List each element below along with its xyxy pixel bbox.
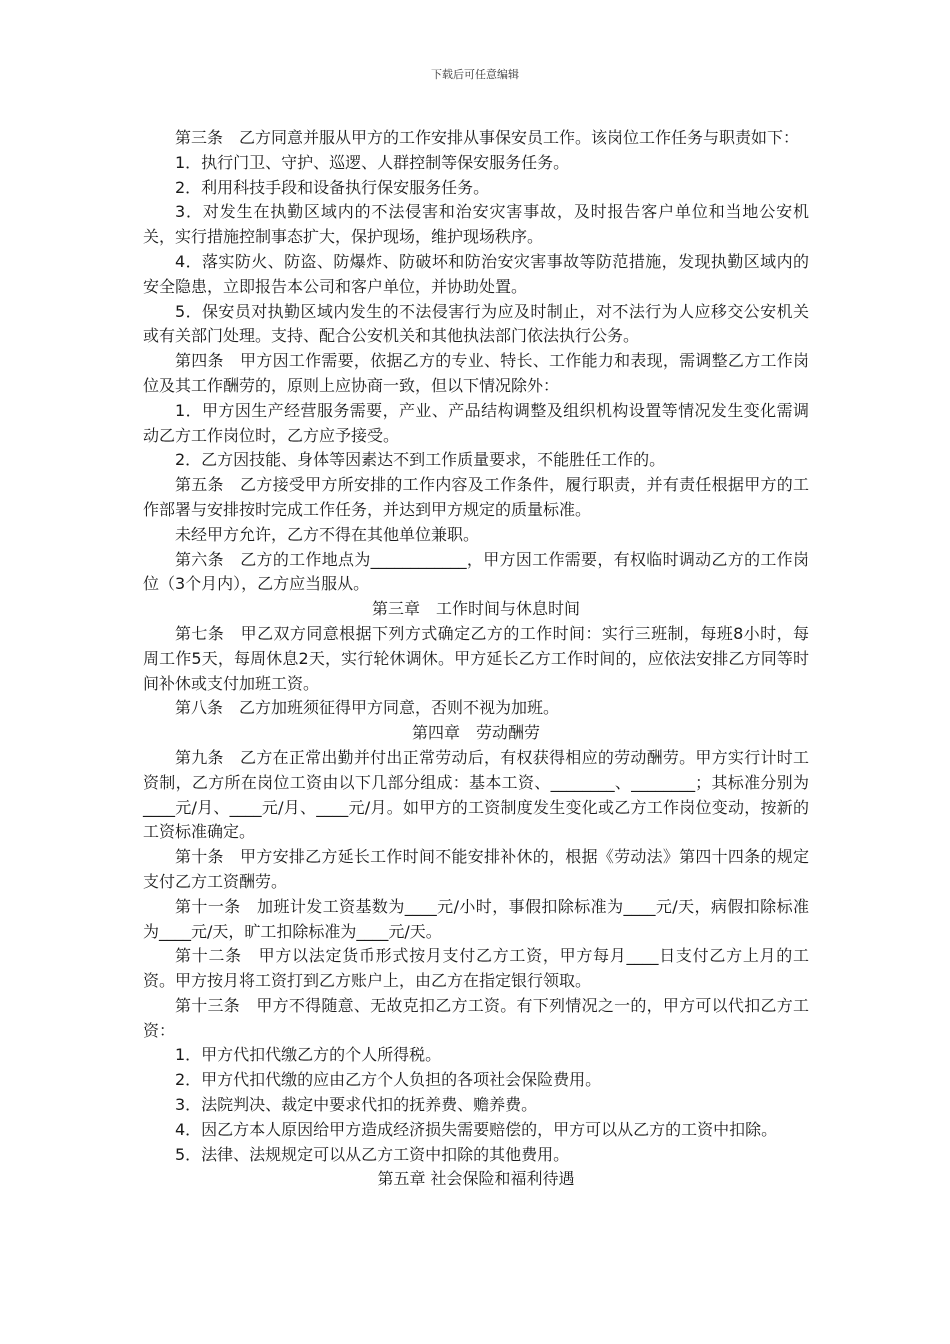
chapter-4-heading: 第四章 劳动酬劳 [411, 723, 540, 743]
article-6: 第六条 乙方的工作地点为____________，甲方因工作需要，有权临时调动乙方的工作岗位（3个月内），乙方应当服从。 [143, 549, 809, 594]
chapter-5-heading: 第五章 社会保险和福利待遇 [377, 1169, 575, 1189]
article-13-item-5: 5．法律、法规规定可以从乙方工资中扣除的其他费用。 [175, 1144, 570, 1164]
article-13-item-1: 1．甲方代扣代缴乙方的个人所得税。 [175, 1045, 442, 1065]
article-3-item-3: 3．对发生在执勤区域内的不法侵害和治安灾害事故，及时报告客户单位和当地公安机关，实行措施控制事态扩大，保护现场，维护现场秩序。 [143, 202, 809, 247]
article-13: 第十三条 甲方不得随意、无故克扣乙方工资。有下列情况之一的，甲方可以代扣乙方工资： [143, 995, 809, 1040]
document-body [143, 126, 809, 1192]
article-13-item-3: 3．法院判决、裁定中要求代扣的抚养费、赡养费。 [175, 1095, 538, 1115]
article-8: 第八条 乙方加班须征得甲方同意，否则不视为加班。 [175, 698, 560, 718]
article-3-item-4: 4．落实防火、防盗、防爆炸、防破坏和防治安灾害事故等防范措施，发现执勤区域内的安全隐患，立即报告本公司和客户单位，并协助处置。 [143, 251, 809, 296]
article-13-item-4: 4．因乙方本人原因给甲方造成经济损失需要赔偿的，甲方可以从乙方的工资中扣除。 [175, 1119, 778, 1139]
article-5-note: 未经甲方允许，乙方不得在其他单位兼职。 [175, 524, 480, 544]
page-header-note: 下载后可任意编辑 [431, 68, 519, 81]
article-4-item-2: 2．乙方因技能、身体等因素达不到工作质量要求，不能胜任工作的。 [175, 450, 666, 470]
article-13-item-2: 2．甲方代扣代缴的应由乙方个人负担的各项社会保险费用。 [175, 1070, 602, 1090]
article-3: 第三条 乙方同意并服从甲方的工作安排从事保安员工作。该岗位工作任务与职责如下： [175, 128, 800, 147]
article-10: 第十条 甲方安排乙方延长工作时间不能安排补休的，根据《劳动法》第四十四条的规定支付乙方工资酬劳。 [143, 847, 809, 891]
article-7: 第七条 甲乙双方同意根据下列方式确定乙方的工作时间：实行三班制，每班8小时，每周工作5天，每周休息2天，实行轮休调休。甲方延长乙方工作时间的，应依法安排乙方同等时间补休或支付加班工资。 [143, 623, 809, 693]
article-4: 第四条 甲方因工作需要，依据乙方的专业、特长、工作能力和表现，需调整乙方工作岗位及其工作酬劳的，原则上应协商一致，但以下情况除外： [143, 351, 809, 395]
article-5: 第五条 乙方接受甲方所安排的工作内容及工作条件，履行职责，并有责任根据甲方的工作部署与安排按时完成工作任务，并达到甲方规定的质量标准。 [143, 475, 809, 519]
article-3-item-2: 2．利用科技手段和设备执行保安服务任务。 [175, 177, 490, 197]
article-3-item-5: 5．保安员对执勤区域内发生的不法侵害行为应及时制止，对不法行为人应移交公安机关或有关部门处理。支持、配合公安机关和其他执法部门依法执行公务。 [143, 301, 809, 346]
article-11: 第十一条 加班计发工资基数为____元/小时，事假扣除标准为____元/天，病假扣除标准为____元/天，旷工扣除标准为____元/天。 [143, 896, 809, 941]
article-4-item-1: 1．甲方因生产经营服务需要，产业、产品结构调整及组织机构设置等情况发生变化需调动乙方工作岗位时，乙方应予接受。 [143, 400, 809, 445]
article-3-item-1: 1．执行门卫、守护、巡逻、人群控制等保安服务任务。 [175, 152, 570, 172]
article-12: 第十二条 甲方以法定货币形式按月支付乙方工资，甲方每月____日支付乙方上月的工资。甲方按月将工资打到乙方账户上，由乙方在指定银行领取。 [143, 946, 809, 991]
article-9: 第九条 乙方在正常出勤并付出正常劳动后，有权获得相应的劳动酬劳。甲方实行计时工资制，乙方所在岗位工资由以下几部分组成：基本工资、________、________；其标准分别为____元/月、____元/月、____元/月。如甲方的工资制度发生变化或乙方工作岗位变动，按新的工资标准确定。 [143, 747, 809, 842]
chapter-3-heading: 第三章 工作时间与休息时间 [371, 599, 580, 619]
